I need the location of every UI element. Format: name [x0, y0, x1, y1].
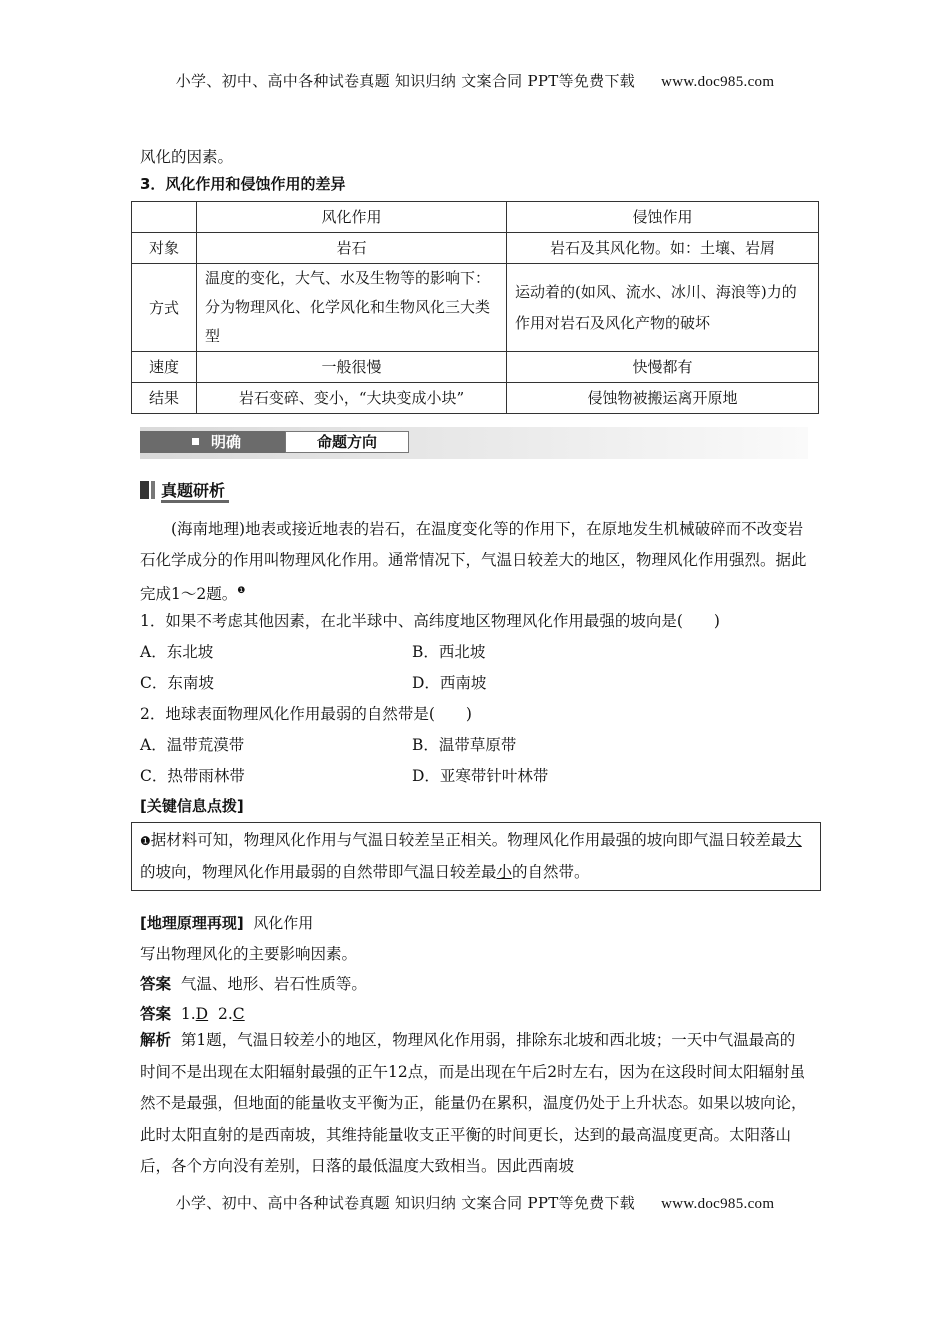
analysis	[140, 1025, 810, 1183]
section-banner	[140, 427, 808, 459]
table-cell: 岩石及其风化物。如：土壤、岩屑	[507, 233, 819, 264]
key-info-text: 的坡向，物理风化作用最弱的自然带即气温日较差最	[140, 863, 497, 881]
comparison-table	[131, 201, 819, 414]
principle-heading	[140, 912, 313, 933]
passage-text: (海南地理)地表或接近地表的岩石，在温度变化等的作用下，在原地发生机械破碎而不改变岩石化学成分的作用叫物理风化作用。通常情况下，气温日较差大的地区，物理风化作用强烈。据此完成1～2题。	[140, 520, 807, 604]
answer-2	[140, 1002, 245, 1024]
q1-option-a[interactable]: A．东北坡	[140, 643, 214, 661]
table-row	[132, 233, 819, 264]
intro-line: 风化的因素。	[140, 148, 234, 166]
question-1-stem: 1．如果不考虑其他因素，在北半球中、高纬度地区物理风化作用最强的坡向是( )	[140, 612, 720, 630]
heading-marker-icon	[151, 481, 155, 499]
table-cell: 侵蚀物被搬运离开原地	[507, 383, 819, 414]
annotation-mark: ❶	[237, 586, 246, 596]
table-row	[132, 352, 819, 383]
table-row-label: 对象	[132, 233, 197, 264]
banner-tab-label: 明确	[211, 433, 242, 451]
answer-choice: D	[195, 1005, 209, 1023]
q1-option-c[interactable]: C．东南坡	[140, 674, 214, 692]
key-info-underline: 小	[496, 863, 513, 881]
table-cell: 岩石变碎、变小，“大块变成小块”	[197, 383, 507, 414]
q1-option-b[interactable]: B．西北坡	[412, 643, 486, 661]
answer-choice: C	[232, 1005, 245, 1023]
square-bullet-icon	[192, 438, 199, 445]
key-info-label: [关键信息点拨]	[140, 797, 244, 815]
banner-tab-secondary: 命题方向	[285, 431, 409, 453]
principle-question: 写出物理风化的主要影响因素。	[140, 945, 358, 963]
q1-option-d[interactable]: D．西南坡	[412, 674, 487, 692]
page-header	[0, 70, 950, 91]
principle-label: [地理原理再现]	[140, 914, 244, 932]
analysis-label: 解析	[140, 1031, 172, 1049]
table-row-label: 结果	[132, 383, 197, 414]
q2-option-d[interactable]: D．亚寒带针叶林带	[412, 767, 549, 785]
header-url[interactable]: www.doc985.com	[661, 74, 775, 90]
answer-text: 气温、地形、岩石性质等。	[180, 975, 367, 993]
table-row	[132, 264, 819, 352]
q2-option-a[interactable]: A．温带荒漠带	[140, 736, 245, 754]
table-cell: 运动着的(如风、流水、冰川、海浪等)力的作用对岩石及风化产物的破坏	[507, 264, 819, 352]
table-row	[132, 383, 819, 414]
section-title: 真题研析	[161, 481, 229, 503]
table-cell: 温度的变化，大气、水及生物等的影响下：分为物理风化、化学风化和生物风化三大类型	[197, 264, 507, 352]
footer-url[interactable]: www.doc985.com	[661, 1196, 775, 1212]
table-row-label: 方式	[132, 264, 197, 352]
table-row-label: 速度	[132, 352, 197, 383]
section3-title: 3．风化作用和侵蚀作用的差异	[140, 175, 346, 193]
key-info-text: 的自然带。	[512, 863, 590, 881]
table-col-header: 侵蚀作用	[507, 202, 819, 233]
key-info-underline: 大	[786, 831, 802, 849]
q2-option-c[interactable]: C．热带雨林带	[140, 767, 245, 785]
table-header-row	[132, 202, 819, 233]
page-footer	[0, 1192, 950, 1213]
table-cell: 岩石	[197, 233, 507, 264]
answer-label: 答案	[140, 1005, 172, 1023]
table-col-header: 风化作用	[197, 202, 507, 233]
question-2-stem: 2．地球表面物理风化作用最弱的自然带是( )	[140, 705, 472, 723]
header-text: 小学、初中、高中各种试卷真题 知识归纳 文案合同 PPT等免费下载	[175, 72, 636, 90]
key-info-box	[131, 822, 821, 891]
answer-label: 答案	[140, 975, 172, 993]
principle-topic: 风化作用	[253, 914, 314, 932]
answer-number: 1.	[180, 1005, 196, 1023]
answer-number: 2.	[217, 1005, 233, 1023]
analysis-text: 第1题，气温日较差小的地区，物理风化作用弱，排除东北坡和西北坡；一天中气温最高的时间不是出现在太阳辐射最强的正午12点，而是出现在午后2时左右，因为在这段时间太阳辐射虽然不是最强，但地面的能量收支平衡为正，能量仍在累积，温度仍处于上升状态。如果以坡向论，此时太阳直射的是西南坡，其维持能量收支正平衡的时间更长，达到的最高温度更高。太阳落山后，各个方向没有差别，日落的最低温度大致相当。因此西南坡	[140, 1031, 807, 1175]
banner-tab-primary	[140, 431, 285, 453]
key-info-text: 据材料可知，物理风化作用与气温日较差呈正相关。物理风化作用最强的坡向即气温日较差最	[150, 831, 787, 849]
passage	[140, 514, 810, 610]
answer-1	[140, 972, 367, 994]
table-corner-cell	[132, 202, 197, 233]
table-cell: 一般很慢	[197, 352, 507, 383]
annotation-mark: ❶	[140, 834, 151, 848]
section-heading	[140, 478, 229, 501]
table-cell: 快慢都有	[507, 352, 819, 383]
q2-option-b[interactable]: B．温带草原带	[412, 736, 517, 754]
footer-text: 小学、初中、高中各种试卷真题 知识归纳 文案合同 PPT等免费下载	[175, 1194, 636, 1212]
heading-marker-icon	[140, 481, 149, 499]
